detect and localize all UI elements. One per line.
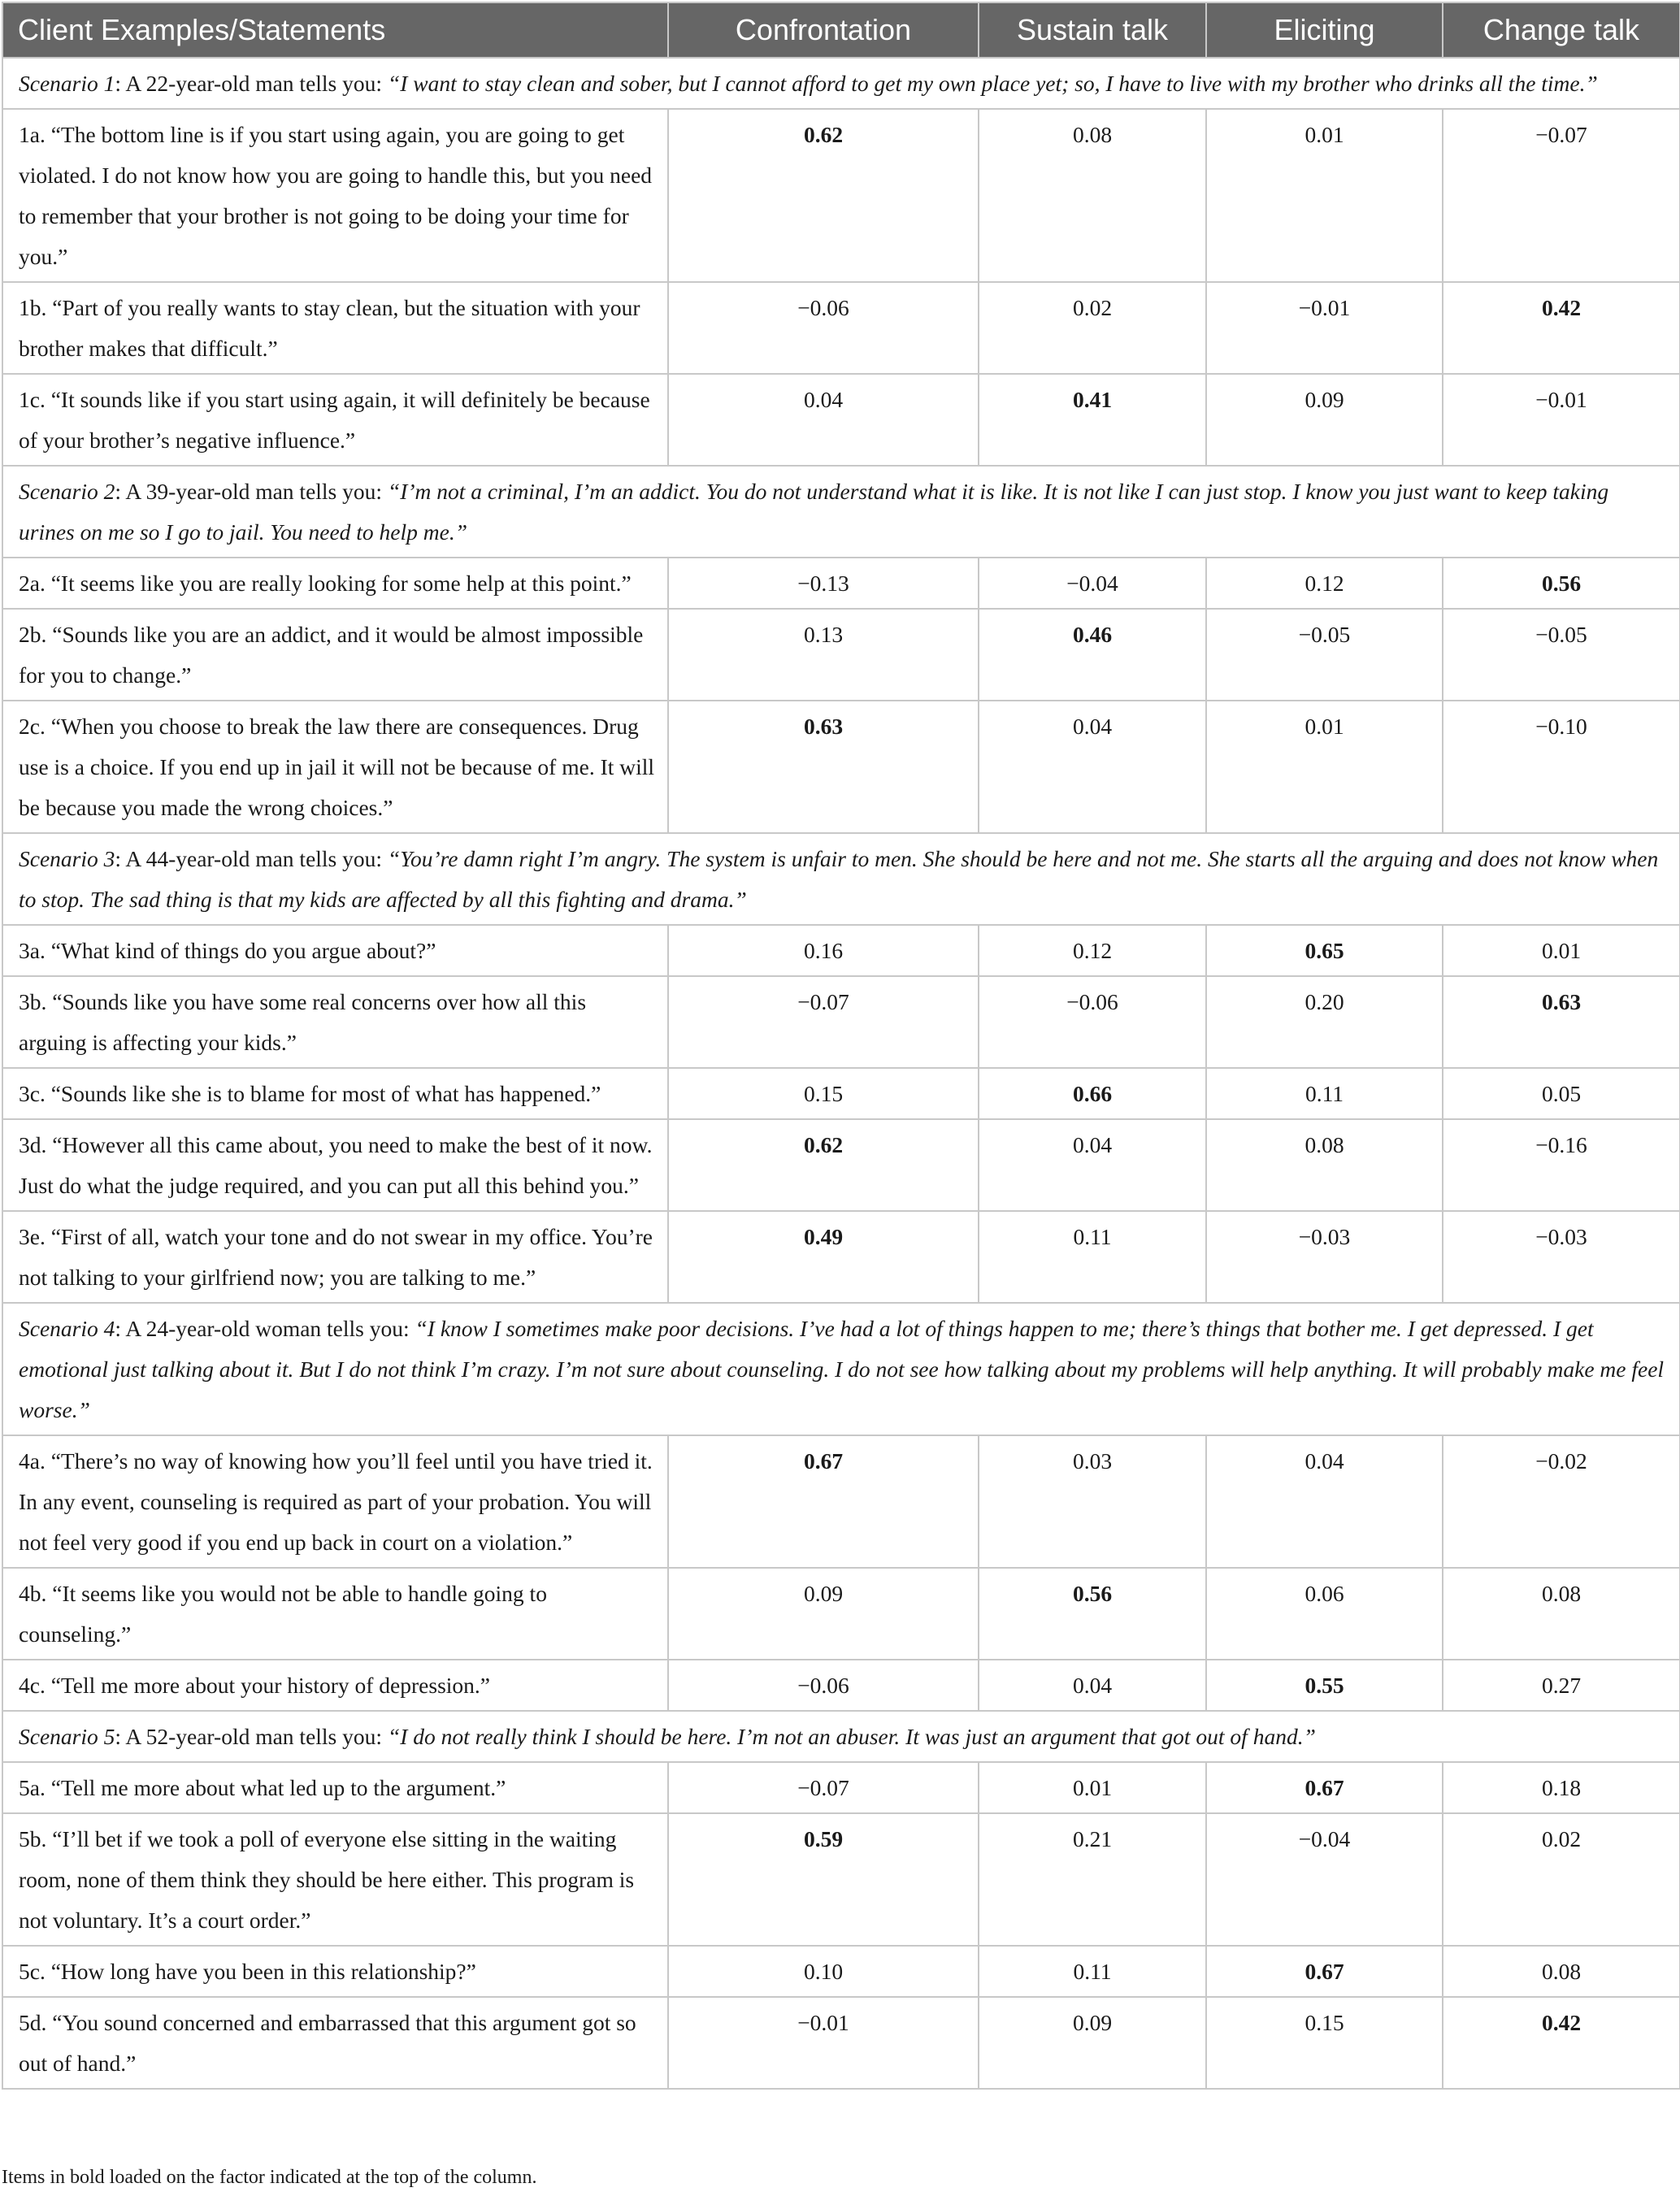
change-talk-value: 0.63 xyxy=(1443,976,1680,1068)
table-body xyxy=(2,58,1680,2089)
change-talk-value: 0.02 xyxy=(1443,1813,1680,1946)
change-talk-value: −0.02 xyxy=(1443,1435,1680,1568)
eliciting-value: 0.20 xyxy=(1206,976,1443,1068)
sustain-talk-value: 0.21 xyxy=(979,1813,1206,1946)
change-talk-value: 0.08 xyxy=(1443,1946,1680,1997)
change-talk-value: 0.18 xyxy=(1443,1762,1680,1813)
sustain-talk-value: 0.02 xyxy=(979,282,1206,374)
statement-cell: 5c. “How long have you been in this relationship?” xyxy=(2,1946,668,1997)
statement-cell: 2c. “When you choose to break the law there are consequences. Drug use is a choice. If you end up in jail it will not be because of me. It will be because you made the wrong choices.” xyxy=(2,701,668,833)
statement-cell: 3e. “First of all, watch your tone and do not swear in my office. You’re not talking to your girlfriend now; you are talking to me.” xyxy=(2,1211,668,1303)
statement-cell: 3a. “What kind of things do you argue about?” xyxy=(2,925,668,976)
confrontation-value: 0.09 xyxy=(668,1568,979,1660)
statement-cell: 2b. “Sounds like you are an addict, and it would be almost impossible for you to change.” xyxy=(2,609,668,701)
eliciting-value: 0.55 xyxy=(1206,1660,1443,1711)
scenario-row xyxy=(2,1303,1680,1435)
sustain-talk-value: −0.04 xyxy=(979,558,1206,609)
confrontation-value: 0.16 xyxy=(668,925,979,976)
eliciting-value: 0.08 xyxy=(1206,1119,1443,1211)
statement-cell: 1c. “It sounds like if you start using again, it will definitely be because of your brother’s negative influence.” xyxy=(2,374,668,466)
scenario-description xyxy=(2,1711,1680,1762)
confrontation-value: 0.63 xyxy=(668,701,979,833)
eliciting-value: −0.04 xyxy=(1206,1813,1443,1946)
table-row xyxy=(2,609,1680,701)
change-talk-value: −0.16 xyxy=(1443,1119,1680,1211)
confrontation-value: 0.59 xyxy=(668,1813,979,1946)
header-statements: Client Examples/Statements xyxy=(2,2,668,58)
factor-loadings-table-container xyxy=(2,2,1679,2090)
statement-cell: 4c. “Tell me more about your history of depression.” xyxy=(2,1660,668,1711)
table-row xyxy=(2,1660,1680,1711)
sustain-talk-value: 0.08 xyxy=(979,109,1206,282)
eliciting-value: 0.67 xyxy=(1206,1946,1443,1997)
sustain-talk-value: 0.11 xyxy=(979,1946,1206,1997)
confrontation-value: −0.01 xyxy=(668,1997,979,2089)
confrontation-value: 0.67 xyxy=(668,1435,979,1568)
confrontation-value: 0.49 xyxy=(668,1211,979,1303)
eliciting-value: −0.01 xyxy=(1206,282,1443,374)
scenario-intro: : A 24-year-old woman tells you: xyxy=(115,1316,415,1341)
change-talk-value: 0.01 xyxy=(1443,925,1680,976)
factor-loadings-table xyxy=(2,2,1680,2090)
eliciting-value: 0.06 xyxy=(1206,1568,1443,1660)
table-row xyxy=(2,1119,1680,1211)
scenario-intro: : A 44-year-old man tells you: xyxy=(115,846,388,871)
statement-cell: 4a. “There’s no way of knowing how you’ll feel until you have tried it. In any event, counseling is required as part of your probation. You will not feel very good if you end up back in court on a violation.” xyxy=(2,1435,668,1568)
change-talk-value: −0.05 xyxy=(1443,609,1680,701)
sustain-talk-value: 0.04 xyxy=(979,1119,1206,1211)
scenario-description xyxy=(2,466,1680,558)
eliciting-value: 0.11 xyxy=(1206,1068,1443,1119)
confrontation-value: −0.07 xyxy=(668,976,979,1068)
confrontation-value: −0.06 xyxy=(668,282,979,374)
scenario-label: Scenario 3 xyxy=(19,846,115,871)
table-header xyxy=(2,2,1680,58)
table-row xyxy=(2,558,1680,609)
confrontation-value: 0.62 xyxy=(668,109,979,282)
statement-cell: 3d. “However all this came about, you need to make the best of it now. Just do what the judge required, and you can put all this behind you.” xyxy=(2,1119,668,1211)
eliciting-value: 0.67 xyxy=(1206,1762,1443,1813)
confrontation-value: 0.62 xyxy=(668,1119,979,1211)
table-row xyxy=(2,701,1680,833)
sustain-talk-value: 0.46 xyxy=(979,609,1206,701)
table-row xyxy=(2,374,1680,466)
scenario-intro: : A 39-year-old man tells you: xyxy=(115,479,388,504)
confrontation-value: 0.10 xyxy=(668,1946,979,1997)
scenario-intro: : A 22-year-old man tells you: xyxy=(115,71,388,96)
table-row xyxy=(2,1435,1680,1568)
sustain-talk-value: 0.56 xyxy=(979,1568,1206,1660)
scenario-row xyxy=(2,466,1680,558)
change-talk-value: 0.27 xyxy=(1443,1660,1680,1711)
change-talk-value: −0.03 xyxy=(1443,1211,1680,1303)
sustain-talk-value: 0.04 xyxy=(979,1660,1206,1711)
statement-cell: 4b. “It seems like you would not be able to handle going to counseling.” xyxy=(2,1568,668,1660)
confrontation-value: 0.13 xyxy=(668,609,979,701)
table-row xyxy=(2,109,1680,282)
scenario-quote: “You’re damn right I’m angry. The system is unfair to men. She should be here and not me. She starts all the arguing and does not know when to stop. The sad thing is that my kids are affected by all this fighting and drama.” xyxy=(19,846,1659,912)
scenario-row xyxy=(2,833,1680,925)
eliciting-value: −0.05 xyxy=(1206,609,1443,701)
scenario-description xyxy=(2,1303,1680,1435)
sustain-talk-value: 0.03 xyxy=(979,1435,1206,1568)
change-talk-value: −0.10 xyxy=(1443,701,1680,833)
header-confrontation: Confrontation xyxy=(668,2,979,58)
header-row xyxy=(2,2,1680,58)
scenario-label: Scenario 4 xyxy=(19,1316,115,1341)
table-row xyxy=(2,1813,1680,1946)
table-row xyxy=(2,1068,1680,1119)
sustain-talk-value: 0.11 xyxy=(979,1211,1206,1303)
confrontation-value: −0.06 xyxy=(668,1660,979,1711)
sustain-talk-value: 0.41 xyxy=(979,374,1206,466)
table-row xyxy=(2,925,1680,976)
change-talk-value: 0.05 xyxy=(1443,1068,1680,1119)
scenario-row xyxy=(2,1711,1680,1762)
statement-cell: 1b. “Part of you really wants to stay clean, but the situation with your brother makes that difficult.” xyxy=(2,282,668,374)
scenario-intro: : A 52-year-old man tells you: xyxy=(115,1724,388,1749)
change-talk-value: −0.01 xyxy=(1443,374,1680,466)
table-row xyxy=(2,976,1680,1068)
scenario-quote: “I want to stay clean and sober, but I cannot afford to get my own place yet; so, I have to live with my brother who drinks all the time.” xyxy=(387,71,1598,96)
statement-cell: 3b. “Sounds like you have some real concerns over how all this arguing is affecting your kids.” xyxy=(2,976,668,1068)
scenario-quote: “I’m not a criminal, I’m an addict. You do not understand what it is like. It is not like I can just stop. I know you just want to keep taking urines on me so I go to jail. You need to help me.” xyxy=(19,479,1609,545)
scenario-quote: “I do not really think I should be here. I’m not an abuser. It was just an argument that got out of hand.” xyxy=(387,1724,1316,1749)
change-talk-value: 0.08 xyxy=(1443,1568,1680,1660)
table-row xyxy=(2,1997,1680,2089)
eliciting-value: 0.65 xyxy=(1206,925,1443,976)
sustain-talk-value: 0.12 xyxy=(979,925,1206,976)
scenario-label: Scenario 5 xyxy=(19,1724,115,1749)
sustain-talk-value: 0.04 xyxy=(979,701,1206,833)
eliciting-value: 0.09 xyxy=(1206,374,1443,466)
statement-cell: 5b. “I’ll bet if we took a poll of everyone else sitting in the waiting room, none of them think they should be here either. This program is not voluntary. It’s a court order.” xyxy=(2,1813,668,1946)
scenario-row xyxy=(2,58,1680,109)
change-talk-value: −0.07 xyxy=(1443,109,1680,282)
statement-cell: 2a. “It seems like you are really looking for some help at this point.” xyxy=(2,558,668,609)
eliciting-value: 0.15 xyxy=(1206,1997,1443,2089)
eliciting-value: −0.03 xyxy=(1206,1211,1443,1303)
table-row xyxy=(2,282,1680,374)
scenario-label: Scenario 2 xyxy=(19,479,115,504)
confrontation-value: 0.15 xyxy=(668,1068,979,1119)
statement-cell: 1a. “The bottom line is if you start using again, you are going to get violated. I do not know how you are going to handle this, but you need to remember that your brother is not going to be doing your time for you.” xyxy=(2,109,668,282)
eliciting-value: 0.04 xyxy=(1206,1435,1443,1568)
confrontation-value: 0.04 xyxy=(668,374,979,466)
scenario-description xyxy=(2,833,1680,925)
statement-cell: 5d. “You sound concerned and embarrassed that this argument got so out of hand.” xyxy=(2,1997,668,2089)
eliciting-value: 0.01 xyxy=(1206,701,1443,833)
confrontation-value: −0.13 xyxy=(668,558,979,609)
statement-cell: 5a. “Tell me more about what led up to the argument.” xyxy=(2,1762,668,1813)
confrontation-value: −0.07 xyxy=(668,1762,979,1813)
statement-cell: 3c. “Sounds like she is to blame for most of what has happened.” xyxy=(2,1068,668,1119)
table-footnote: Items in bold loaded on the factor indicated at the top of the column. xyxy=(2,2167,537,2188)
change-talk-value: 0.42 xyxy=(1443,282,1680,374)
table-row xyxy=(2,1762,1680,1813)
table-row xyxy=(2,1211,1680,1303)
header-eliciting: Eliciting xyxy=(1206,2,1443,58)
scenario-quote: “I know I sometimes make poor decisions. I’ve had a lot of things happen to me; there’s things that bother me. I get depressed. I get emotional just talking about it. But I do not think I’m crazy. I’m not sure about counseling. I do not see how talking about my problems will help anything. It will probably make me feel worse.” xyxy=(19,1316,1665,1422)
change-talk-value: 0.42 xyxy=(1443,1997,1680,2089)
scenario-description xyxy=(2,58,1680,109)
header-sustain-talk: Sustain talk xyxy=(979,2,1206,58)
scenario-label: Scenario 1 xyxy=(19,71,115,96)
sustain-talk-value: 0.66 xyxy=(979,1068,1206,1119)
change-talk-value: 0.56 xyxy=(1443,558,1680,609)
sustain-talk-value: −0.06 xyxy=(979,976,1206,1068)
table-row xyxy=(2,1946,1680,1997)
sustain-talk-value: 0.01 xyxy=(979,1762,1206,1813)
sustain-talk-value: 0.09 xyxy=(979,1997,1206,2089)
table-row xyxy=(2,1568,1680,1660)
eliciting-value: 0.12 xyxy=(1206,558,1443,609)
eliciting-value: 0.01 xyxy=(1206,109,1443,282)
header-change-talk: Change talk xyxy=(1443,2,1680,58)
